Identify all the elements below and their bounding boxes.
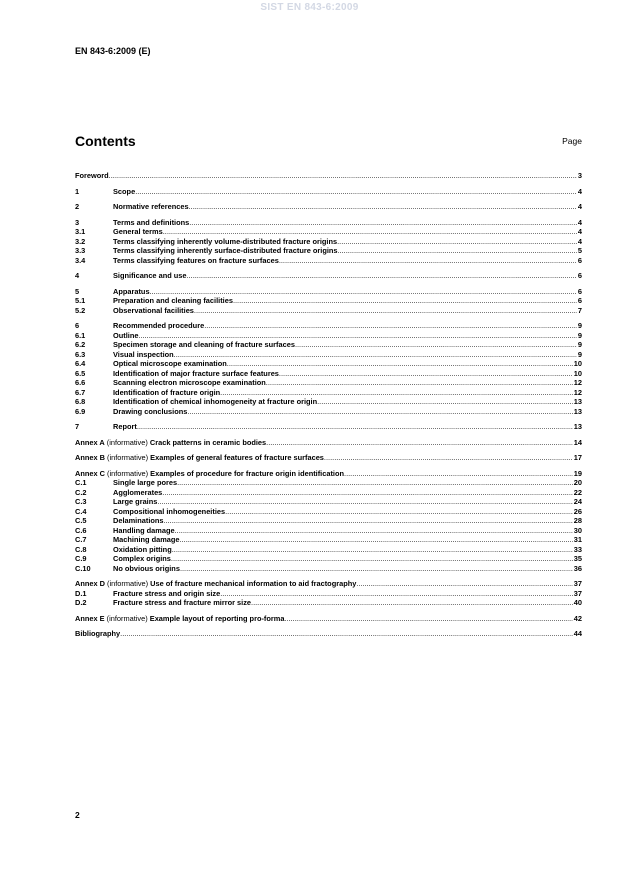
toc-leader-dots: [225, 507, 573, 517]
toc-entry[interactable]: [75, 256, 582, 266]
toc-entry-label: Terms classifying inherently surface-distributed fracture origins: [113, 246, 338, 255]
toc-entry[interactable]: [75, 453, 582, 463]
toc-entry-number: 6.3: [75, 349, 86, 359]
toc-entry-number: 3.2: [75, 236, 86, 246]
toc-entry[interactable]: [75, 237, 582, 247]
toc-entry[interactable]: [75, 438, 582, 448]
toc-leader-dots: [137, 422, 573, 432]
toc-annex-title: Example layout of reporting pro-forma: [149, 613, 285, 623]
toc-leader-dots: [172, 545, 573, 555]
toc-entry-number: 2: [75, 202, 80, 211]
toc-entry-label: Fracture stress and fracture mirror size: [113, 598, 252, 607]
toc-entry-label: Specimen storage and cleaning of fracture surfaces: [113, 340, 295, 349]
toc-entry-page: 10: [573, 368, 582, 378]
toc-annex-informative: (informative): [104, 579, 151, 588]
page-column-label: Page: [562, 136, 582, 146]
toc-entry-number: D.1: [75, 588, 87, 598]
toc-entry[interactable]: [75, 287, 582, 297]
toc-entry-label: Recommended procedure: [113, 321, 205, 330]
toc-leader-dots: [135, 187, 577, 197]
toc-entry-label: Bibliography: [75, 629, 121, 638]
toc-leader-dots: [251, 598, 573, 608]
toc-entry-number: 1: [75, 186, 80, 196]
toc-entry-page: 4: [577, 227, 582, 236]
toc-entry-label: Significance and use: [113, 271, 187, 280]
toc-leader-dots: [279, 369, 573, 379]
toc-entry-label: Large grains: [113, 497, 158, 506]
table-of-contents: [75, 171, 582, 639]
toc-entry[interactable]: [75, 598, 582, 608]
toc-entry-page: 40: [573, 598, 582, 607]
toc-leader-dots: [157, 497, 572, 507]
toc-entry-number: 5: [75, 286, 80, 296]
toc-entry[interactable]: [75, 369, 582, 379]
toc-entry-label: Delaminations: [113, 516, 164, 525]
toc-entry[interactable]: [75, 306, 582, 316]
toc-entry[interactable]: [75, 388, 582, 398]
toc-entry-number: C.8: [75, 544, 87, 554]
toc-entry[interactable]: [75, 378, 582, 388]
toc-entry-number: 6.9: [75, 406, 86, 416]
toc-entry[interactable]: [75, 321, 582, 331]
toc-entry[interactable]: [75, 488, 582, 498]
toc-entry[interactable]: [75, 171, 582, 181]
toc-entry-label: Outline: [113, 330, 139, 340]
toc-annex-name: Annex D: [75, 579, 105, 588]
toc-entry-label: Normative references: [113, 202, 189, 211]
toc-entry-label: Optical microscope examination: [113, 359, 227, 368]
toc-entry-label: Scope: [113, 186, 136, 196]
toc-entry[interactable]: [75, 227, 582, 237]
toc-entry[interactable]: [75, 545, 582, 555]
toc-annex-title: Crack patterns in ceramic bodies: [149, 437, 267, 447]
toc-entry-page: 28: [573, 516, 582, 525]
toc-annex-informative: (informative): [104, 437, 150, 447]
toc-entry-label: Visual inspection: [113, 349, 174, 359]
toc-entry-page: 42: [573, 613, 582, 623]
toc-entry-page: 30: [573, 525, 582, 535]
toc-annex-name: Annex C: [75, 468, 105, 478]
toc-entry[interactable]: [75, 359, 582, 369]
toc-leader-dots: [220, 589, 573, 599]
toc-entry-page: 9: [577, 349, 582, 359]
toc-entry-page: 14: [573, 437, 582, 447]
toc-leader-dots: [338, 246, 577, 256]
toc-leader-dots: [356, 579, 572, 589]
toc-leader-dots: [120, 629, 573, 639]
toc-annex-informative: (informative): [104, 613, 150, 623]
toc-entry-label: Observational facilities: [113, 305, 194, 315]
toc-entry-number: 4: [75, 271, 80, 280]
toc-entry-number: 5.2: [75, 305, 86, 315]
toc-entry[interactable]: [75, 331, 582, 341]
toc-entry-number: 6.4: [75, 359, 86, 368]
toc-entry-number: 6.7: [75, 387, 86, 397]
toc-entry-page: 10: [573, 359, 582, 368]
toc-entry-number: 6.6: [75, 378, 86, 387]
toc-entry[interactable]: [75, 422, 582, 432]
toc-entry-number: C.3: [75, 497, 87, 506]
toc-annex-informative: (informative): [104, 468, 151, 478]
toc-leader-dots: [175, 526, 573, 536]
toc-entry-label: Apparatus: [113, 286, 150, 296]
toc-entry-page: 22: [573, 487, 582, 497]
toc-entry-label: Identification of major fracture surface features: [113, 368, 279, 378]
toc-leader-dots: [279, 256, 577, 266]
toc-entry-page: 35: [573, 554, 582, 563]
toc-entry-page: 6: [577, 296, 582, 305]
toc-entry-label: Preparation and cleaning facilities: [113, 296, 233, 305]
toc-entry-label: [75, 438, 266, 448]
toc-leader-dots: [194, 306, 577, 316]
toc-entry-page: 13: [573, 406, 582, 416]
toc-entry-label: Single large pores: [113, 478, 178, 487]
toc-entry-label: Terms classifying inherently volume-distributed fracture origins: [113, 236, 338, 246]
toc-leader-dots: [344, 469, 573, 479]
toc-leader-dots: [227, 359, 573, 369]
toc-entry-label: Oxidation pitting: [113, 544, 172, 554]
toc-entry-page: 4: [577, 186, 582, 196]
toc-entry[interactable]: [75, 469, 582, 479]
toc-entry[interactable]: [75, 478, 582, 488]
toc-leader-dots: [180, 535, 573, 545]
toc-leader-dots: [189, 202, 577, 212]
toc-entry-number: 3.3: [75, 246, 86, 255]
toc-entry-number: 6.5: [75, 368, 86, 378]
toc-entry-number: D.2: [75, 598, 87, 607]
footer-page-number: 2: [75, 810, 80, 820]
toc-leader-dots: [295, 340, 577, 350]
toc-entry-number: C.9: [75, 554, 87, 563]
toc-entry-page: 33: [573, 544, 582, 554]
watermark: SIST EN 843-6:2009: [260, 2, 359, 13]
toc-entry[interactable]: [75, 271, 582, 281]
toc-entry-page: 6: [577, 255, 582, 265]
toc-entry[interactable]: [75, 218, 582, 228]
toc-entry-label: Compositional inhomogeneities: [113, 506, 226, 516]
toc-entry-number: C.4: [75, 506, 87, 516]
toc-annex-title: Examples of procedure for fracture origin identification: [150, 468, 345, 478]
toc-entry-page: 4: [577, 202, 582, 211]
toc-entry-page: 3: [577, 171, 582, 180]
toc-entry-number: C.1: [75, 478, 87, 487]
toc-leader-dots: [266, 378, 573, 388]
document-id: EN 843-6:2009 (E): [75, 46, 151, 56]
toc-entry-label: Fracture stress and origin size: [113, 588, 221, 598]
toc-entry[interactable]: [75, 579, 582, 589]
toc-annex-title: Use of fracture mechanical information to aid fractography: [150, 579, 357, 588]
toc-entry[interactable]: [75, 187, 582, 197]
toc-entry-page: 37: [573, 579, 582, 588]
toc-annex-title: Examples of general features of fracture surfaces: [150, 453, 324, 462]
toc-leader-dots: [174, 350, 577, 360]
toc-entry[interactable]: [75, 535, 582, 545]
toc-leader-dots: [284, 614, 572, 624]
toc-entry-label: Agglomerates: [113, 487, 163, 497]
toc-entry-label: Identification of chemical inhomogeneity at fracture origin: [113, 397, 318, 406]
toc-annex-name: Annex B: [75, 453, 105, 462]
toc-entry-label: [75, 579, 356, 589]
toc-entry-label: Terms and definitions: [113, 217, 190, 227]
toc-entry-label: Terms classifying features on fracture surfaces: [113, 255, 279, 265]
toc-entry-page: 12: [573, 387, 582, 397]
toc-annex-name: Annex A: [75, 437, 105, 447]
toc-entry-page: 13: [573, 397, 582, 406]
toc-entry-label: Identification of fracture origin: [113, 387, 221, 397]
toc-leader-dots: [150, 287, 577, 297]
toc-entry-page: 20: [573, 478, 582, 487]
toc-leader-dots: [164, 516, 573, 526]
toc-entry[interactable]: [75, 554, 582, 564]
toc-entry-number: 3: [75, 217, 80, 227]
toc-entry-page: 9: [577, 321, 582, 330]
toc-entry-page: 9: [577, 330, 582, 340]
toc-leader-dots: [337, 237, 577, 247]
toc-entry-number: 6.8: [75, 397, 86, 406]
toc-entry-page: 26: [573, 506, 582, 516]
toc-entry-number: 3.1: [75, 227, 86, 236]
toc-leader-dots: [204, 321, 577, 331]
toc-annex-name: Annex E: [75, 613, 105, 623]
toc-entry-page: 31: [573, 535, 582, 544]
toc-entry-page: 9: [577, 340, 582, 349]
toc-leader-dots: [266, 438, 573, 448]
toc-leader-dots: [171, 554, 573, 564]
toc-leader-dots: [138, 331, 576, 341]
toc-leader-dots: [109, 171, 577, 181]
toc-entry-page: 36: [573, 563, 582, 573]
toc-entry-label: [75, 614, 284, 624]
toc-entry-page: 37: [573, 588, 582, 598]
toc-leader-dots: [163, 227, 577, 237]
toc-entry[interactable]: [75, 397, 582, 407]
toc-entry-number: 3.4: [75, 255, 86, 265]
toc-entry-page: 44: [573, 629, 582, 638]
toc-entry-label: [75, 469, 344, 479]
toc-entry[interactable]: [75, 340, 582, 350]
toc-entry-page: 13: [573, 422, 582, 431]
toc-entry-number: 6.1: [75, 330, 86, 340]
toc-entry[interactable]: [75, 629, 582, 639]
toc-entry-number: 7: [75, 422, 80, 431]
toc-leader-dots: [187, 407, 572, 417]
toc-entry[interactable]: [75, 350, 582, 360]
toc-entry[interactable]: [75, 407, 582, 417]
toc-entry-page: 6: [577, 271, 582, 280]
toc-entry-page: 6: [577, 286, 582, 296]
toc-entry-label: Foreword: [75, 171, 109, 180]
toc-entry[interactable]: [75, 497, 582, 507]
toc-entry-label: General terms: [113, 227, 163, 236]
toc-entry[interactable]: [75, 589, 582, 599]
toc-entry-number: 6.2: [75, 340, 86, 349]
toc-entry-page: 4: [577, 236, 582, 246]
toc-annex-informative: (informative): [104, 453, 151, 462]
toc-entry[interactable]: [75, 296, 582, 306]
toc-entry-page: 7: [577, 305, 582, 315]
toc-entry-number: 6: [75, 321, 80, 330]
toc-entry-page: 24: [573, 497, 582, 506]
toc-entry-page: 12: [573, 378, 582, 387]
toc-leader-dots: [187, 271, 577, 281]
toc-entry-number: C.7: [75, 535, 87, 544]
toc-entry-label: [75, 453, 324, 463]
toc-entry-label: Report: [113, 422, 137, 431]
toc-entry-label: Scanning electron microscope examination: [113, 378, 266, 387]
toc-entry-label: No obvious origins: [113, 563, 180, 573]
toc-entry-label: Handling damage: [113, 525, 175, 535]
toc-entry[interactable]: [75, 202, 582, 212]
toc-entry[interactable]: [75, 507, 582, 517]
toc-entry-number: 5.1: [75, 296, 86, 305]
page-title: Contents: [75, 133, 136, 149]
toc-entry-number: C.6: [75, 525, 87, 535]
toc-entry-label: Complex origins: [113, 554, 171, 563]
toc-entry-number: C.2: [75, 487, 87, 497]
toc-entry[interactable]: [75, 516, 582, 526]
toc-entry[interactable]: [75, 564, 582, 574]
toc-leader-dots: [189, 218, 577, 228]
toc-leader-dots: [317, 397, 573, 407]
toc-entry-number: C.5: [75, 516, 87, 525]
toc-entry-page: 4: [577, 217, 582, 227]
toc-leader-dots: [180, 564, 573, 574]
toc-leader-dots: [233, 296, 577, 306]
toc-leader-dots: [177, 478, 573, 488]
toc-leader-dots: [324, 453, 573, 463]
toc-leader-dots: [162, 488, 572, 498]
toc-entry-number: C.10: [75, 563, 91, 573]
toc-entry-page: 5: [577, 246, 582, 255]
toc-entry[interactable]: [75, 246, 582, 256]
toc-entry-page: 17: [573, 453, 582, 462]
toc-entry-page: 19: [573, 468, 582, 478]
toc-leader-dots: [220, 388, 573, 398]
toc-entry[interactable]: [75, 614, 582, 624]
toc-entry-label: Drawing conclusions: [113, 406, 188, 416]
toc-entry[interactable]: [75, 526, 582, 536]
toc-entry-label: Machining damage: [113, 535, 180, 544]
